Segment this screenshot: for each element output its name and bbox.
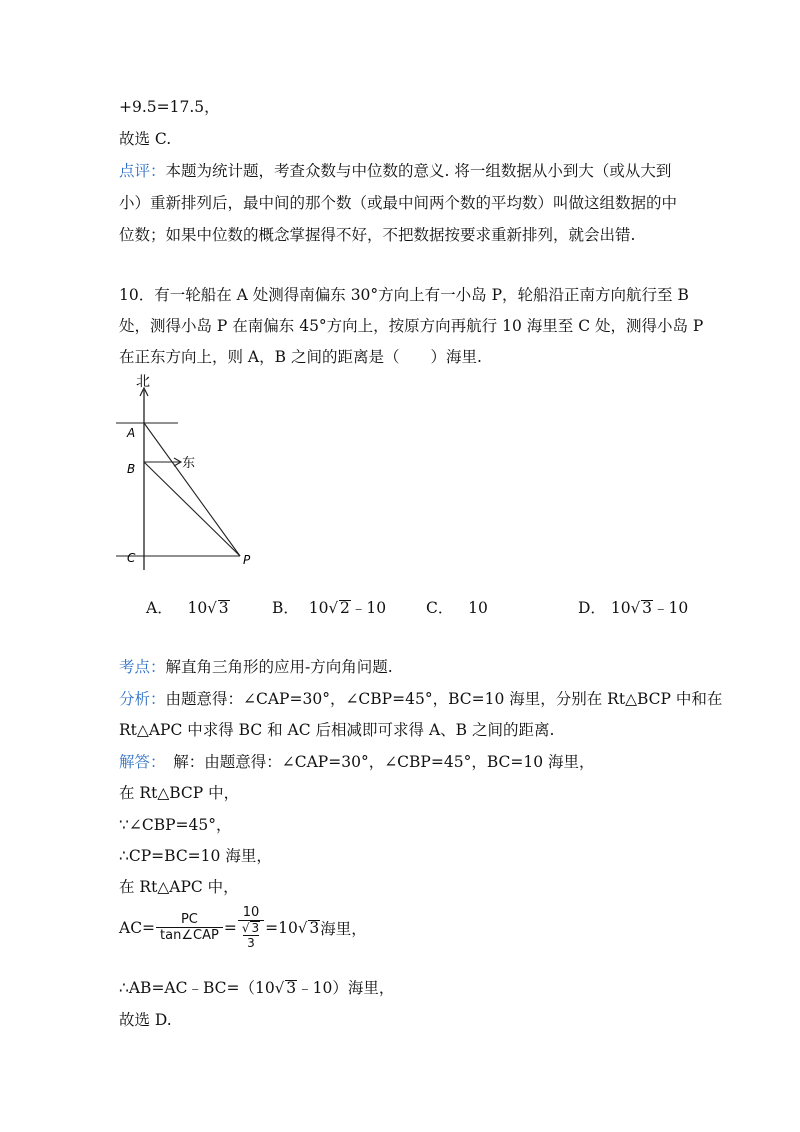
fraction-top-number: 10 — [242, 905, 260, 920]
option-c-label: C． — [426, 599, 454, 617]
kaodian-text: 解直角三角形的应用-方向角问题. — [165, 658, 393, 676]
option-a-coef: 10 — [187, 599, 208, 617]
fraction-pc-over-tan — [156, 912, 223, 943]
radical-sign: √ — [207, 599, 217, 617]
equals-sign: = — [223, 918, 237, 937]
east-label: 东 — [182, 456, 196, 471]
point-p-label: P — [243, 553, 251, 567]
fenxi-line-1 — [119, 689, 722, 709]
ab-prefix: ∴AB=AC﹣BC=（10 — [119, 979, 275, 997]
point-a-label: A — [127, 426, 136, 440]
inner-radicand: 3 — [251, 921, 260, 935]
line-ap — [144, 423, 240, 556]
ab-tail: ﹣10）海里， — [297, 979, 395, 997]
option-b-label: B． — [272, 599, 299, 617]
jieda-line-5: 在 Rt△APC 中， — [119, 878, 239, 896]
fraction-10-over-root3-over-3 — [238, 905, 264, 950]
kaodian-line — [119, 657, 393, 677]
jieda-line-1 — [119, 752, 595, 772]
option-d-label: D． — [578, 599, 606, 617]
ab-radicand: 3 — [286, 979, 297, 997]
prev-line-2: 故选 C. — [119, 130, 172, 148]
line-bp — [144, 462, 240, 556]
radical-sign: √ — [241, 921, 250, 935]
option-c-value: 10 — [468, 599, 488, 617]
inner-num — [242, 921, 260, 935]
jieda-line-3: ∵∠CBP=45°， — [119, 816, 232, 834]
fenxi-label: 分析： — [119, 690, 166, 708]
radical-sign: √ — [297, 918, 308, 937]
point-c-label: C — [127, 551, 136, 565]
point-b-label: B — [127, 462, 136, 476]
option-b-coef: 10 — [308, 599, 329, 617]
option-b-radicand: 2 — [340, 599, 350, 617]
option-a-label: A． — [146, 599, 173, 617]
question-line-1: 10．有一轮船在 A 处测得南偏东 30°方向上有一小岛 P，轮船沿正南方向航行至 B — [119, 286, 689, 304]
north-label: 北 — [136, 374, 150, 390]
jieda-label: 解答： — [119, 753, 158, 771]
radical-sign: √ — [630, 599, 641, 617]
option-b-tail: ﹣10 — [350, 599, 387, 617]
radical-sign: √ — [274, 979, 285, 997]
jieda-line-4: ∴CP=BC=10 海里， — [119, 847, 272, 865]
fenxi-text-1: 由题意得：∠CAP=30°，∠CBP=45°，BC=10 海里，分别在 Rt△BCP 中和在 — [165, 690, 723, 708]
comment-label: 点评： — [119, 162, 166, 180]
fraction-denominator: tan∠CAP — [156, 927, 223, 943]
question-line-3: 在正东方向上，则 A，B 之间的距离是（ ）海里. — [119, 348, 482, 366]
result-radicand: 3 — [309, 919, 320, 937]
option-a — [146, 596, 230, 618]
option-d — [578, 596, 688, 618]
ac-formula — [119, 905, 367, 950]
answer-options — [146, 596, 706, 618]
question-line-2: 处，测得小岛 P 在南偏东 45°方向上，按原方向再航行 10 海里至 C 处，测得小岛 P — [119, 317, 704, 335]
option-d-coef: 10 — [610, 599, 631, 617]
fraction-numerator: PC — [180, 912, 198, 927]
ab-line — [119, 978, 394, 998]
comment-line-2: 小）重新排列后，最中间的那个数（或最中间两个数的平均数）叫做这组数据的中 — [119, 194, 678, 212]
option-a-radicand: 3 — [218, 599, 229, 617]
direction-diagram — [116, 370, 276, 590]
comment-text-1: 本题为统计题，考查众数与中位数的意义. 将一组数据从小到大（或从大到 — [165, 162, 672, 180]
ac-prefix: AC= — [119, 918, 156, 937]
option-d-radicand: 3 — [642, 599, 653, 617]
radical-sign: √ — [328, 599, 339, 617]
comment-line-3: 位数；如果中位数的概念掌握得不好，不把数据按要求重新排列，就会出错. — [119, 226, 636, 244]
fraction-inner — [238, 920, 264, 950]
inner-den: 3 — [243, 935, 259, 950]
inner-fraction — [242, 921, 260, 950]
final-answer: 故选 D. — [119, 1011, 172, 1029]
jieda-text-1: 解：由题意得：∠CAP=30°，∠CBP=45°，BC=10 海里， — [157, 753, 595, 771]
jieda-line-2: 在 Rt△BCP 中， — [119, 784, 240, 802]
prev-line-1: +9.5=17.5， — [119, 98, 220, 116]
kaodian-label: 考点： — [119, 658, 166, 676]
option-b — [272, 596, 386, 618]
result-unit: 海里， — [320, 919, 367, 938]
fenxi-line-2: Rt△APC 中求得 BC 和 AC 后相减即可求得 A、B 之间的距离. — [119, 721, 555, 739]
option-c — [426, 596, 488, 618]
result-coef: =10 — [265, 918, 298, 937]
comment-line-1 — [119, 161, 671, 181]
option-d-tail: ﹣10 — [653, 599, 689, 617]
